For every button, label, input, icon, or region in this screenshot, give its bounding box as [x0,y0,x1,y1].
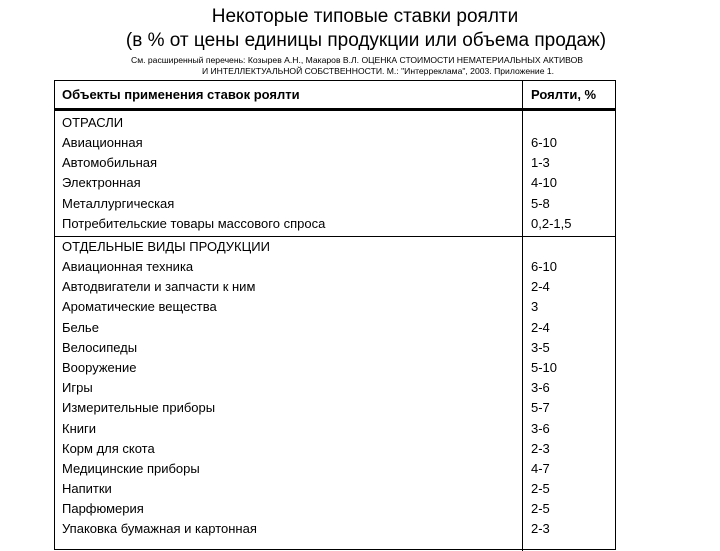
header-objects: Объекты применения ставок роялти [62,87,300,102]
row-royalty-value: 3-6 [531,380,550,396]
row-royalty-value: 6-10 [531,135,558,150]
row-royalty-value: 4-7 [531,460,550,476]
row-royalty-value: 2-4 [531,279,550,295]
row-royalty-value: 2-3 [531,440,550,456]
row-name: Велосипеды [62,339,138,355]
table-row [55,358,615,378]
table-row [55,194,615,214]
table-row [55,398,615,418]
section-title-industries: ОТРАСЛИ [62,115,124,130]
row-name: Электронная [62,175,141,191]
table-row [55,153,615,173]
row-royalty-value: 2-5 [531,481,550,497]
table-header [55,81,615,109]
row-royalty-value: 5-7 [531,400,550,416]
row-name: Книги [62,420,97,436]
products-rows [55,257,615,540]
table-row [55,173,615,193]
table-row [55,214,615,234]
row-name: Металлургическая [62,195,175,211]
table-row [55,499,615,519]
table-row [55,338,615,358]
row-name: Авиационная техника [62,259,194,274]
table-row [55,297,615,317]
row-name: Авиационная [62,135,143,150]
title-line-2: (в % от цены единицы продукции или объема продаж) [125,30,607,51]
industries-rows [55,133,615,234]
row-royalty-value: 3 [531,299,539,315]
row-royalty-value: 0,2-1,5 [531,215,572,231]
row-name: Игры [62,380,93,396]
table-row [55,459,615,479]
source-note-line-1: См. расширенный перечень: Козырев А.Н., Макаров В.Л. ОЦЕНКА СТОИМОСТИ НЕМАТЕРИАЛЬНЫХ АКТИВОВ [131,55,583,65]
header-royalty: Роялти, % [531,87,597,102]
row-royalty-value: 4-10 [531,175,558,191]
table-row [55,257,615,277]
row-royalty-value: 5-8 [531,195,550,211]
row-royalty-value: 2-3 [531,521,550,537]
table-row [55,519,615,539]
row-name: Автодвигатели и запчасти к ним [62,279,256,295]
row-name: Медицинские приборы [62,460,200,476]
table-row [55,133,615,153]
row-name: Упаковка бумажная и картонная [62,521,257,537]
table-row [55,318,615,338]
row-name: Вооружение [62,359,137,375]
row-name: Автомобильная [62,155,158,171]
row-royalty-value: 5-10 [531,359,558,375]
row-name: Измерительные приборы [62,400,216,416]
row-name: Парфюмерия [62,501,144,517]
table-row [55,479,615,499]
table-row [55,419,615,439]
row-royalty-value: 2-4 [531,319,550,335]
royalty-table [54,80,616,550]
row-royalty-value: 2-5 [531,501,550,517]
source-note-line-2: И ИНТЕЛЛЕКТУАЛЬНОЙ СОБСТВЕННОСТИ. М.: "Интерреклама", 2003. Приложение 1. [201,66,555,76]
table-row [55,439,615,459]
table-row [55,277,615,297]
row-name: Ароматические вещества [62,299,217,315]
row-royalty-value: 6-10 [531,259,558,274]
row-name: Потребительские товары массового спроса [62,215,326,231]
row-royalty-value: 1-3 [531,155,550,171]
title-line-1: Некоторые типовые ставки роялти [211,6,519,27]
row-royalty-value: 3-6 [531,420,550,436]
row-name: Корм для скота [62,440,155,456]
section-title-products: ОТДЕЛЬНЫЕ ВИДЫ ПРОДУКЦИИ [62,239,270,254]
row-name: Белье [62,319,99,335]
table-row [55,378,615,398]
row-name: Напитки [62,481,112,497]
row-royalty-value: 3-5 [531,339,550,355]
